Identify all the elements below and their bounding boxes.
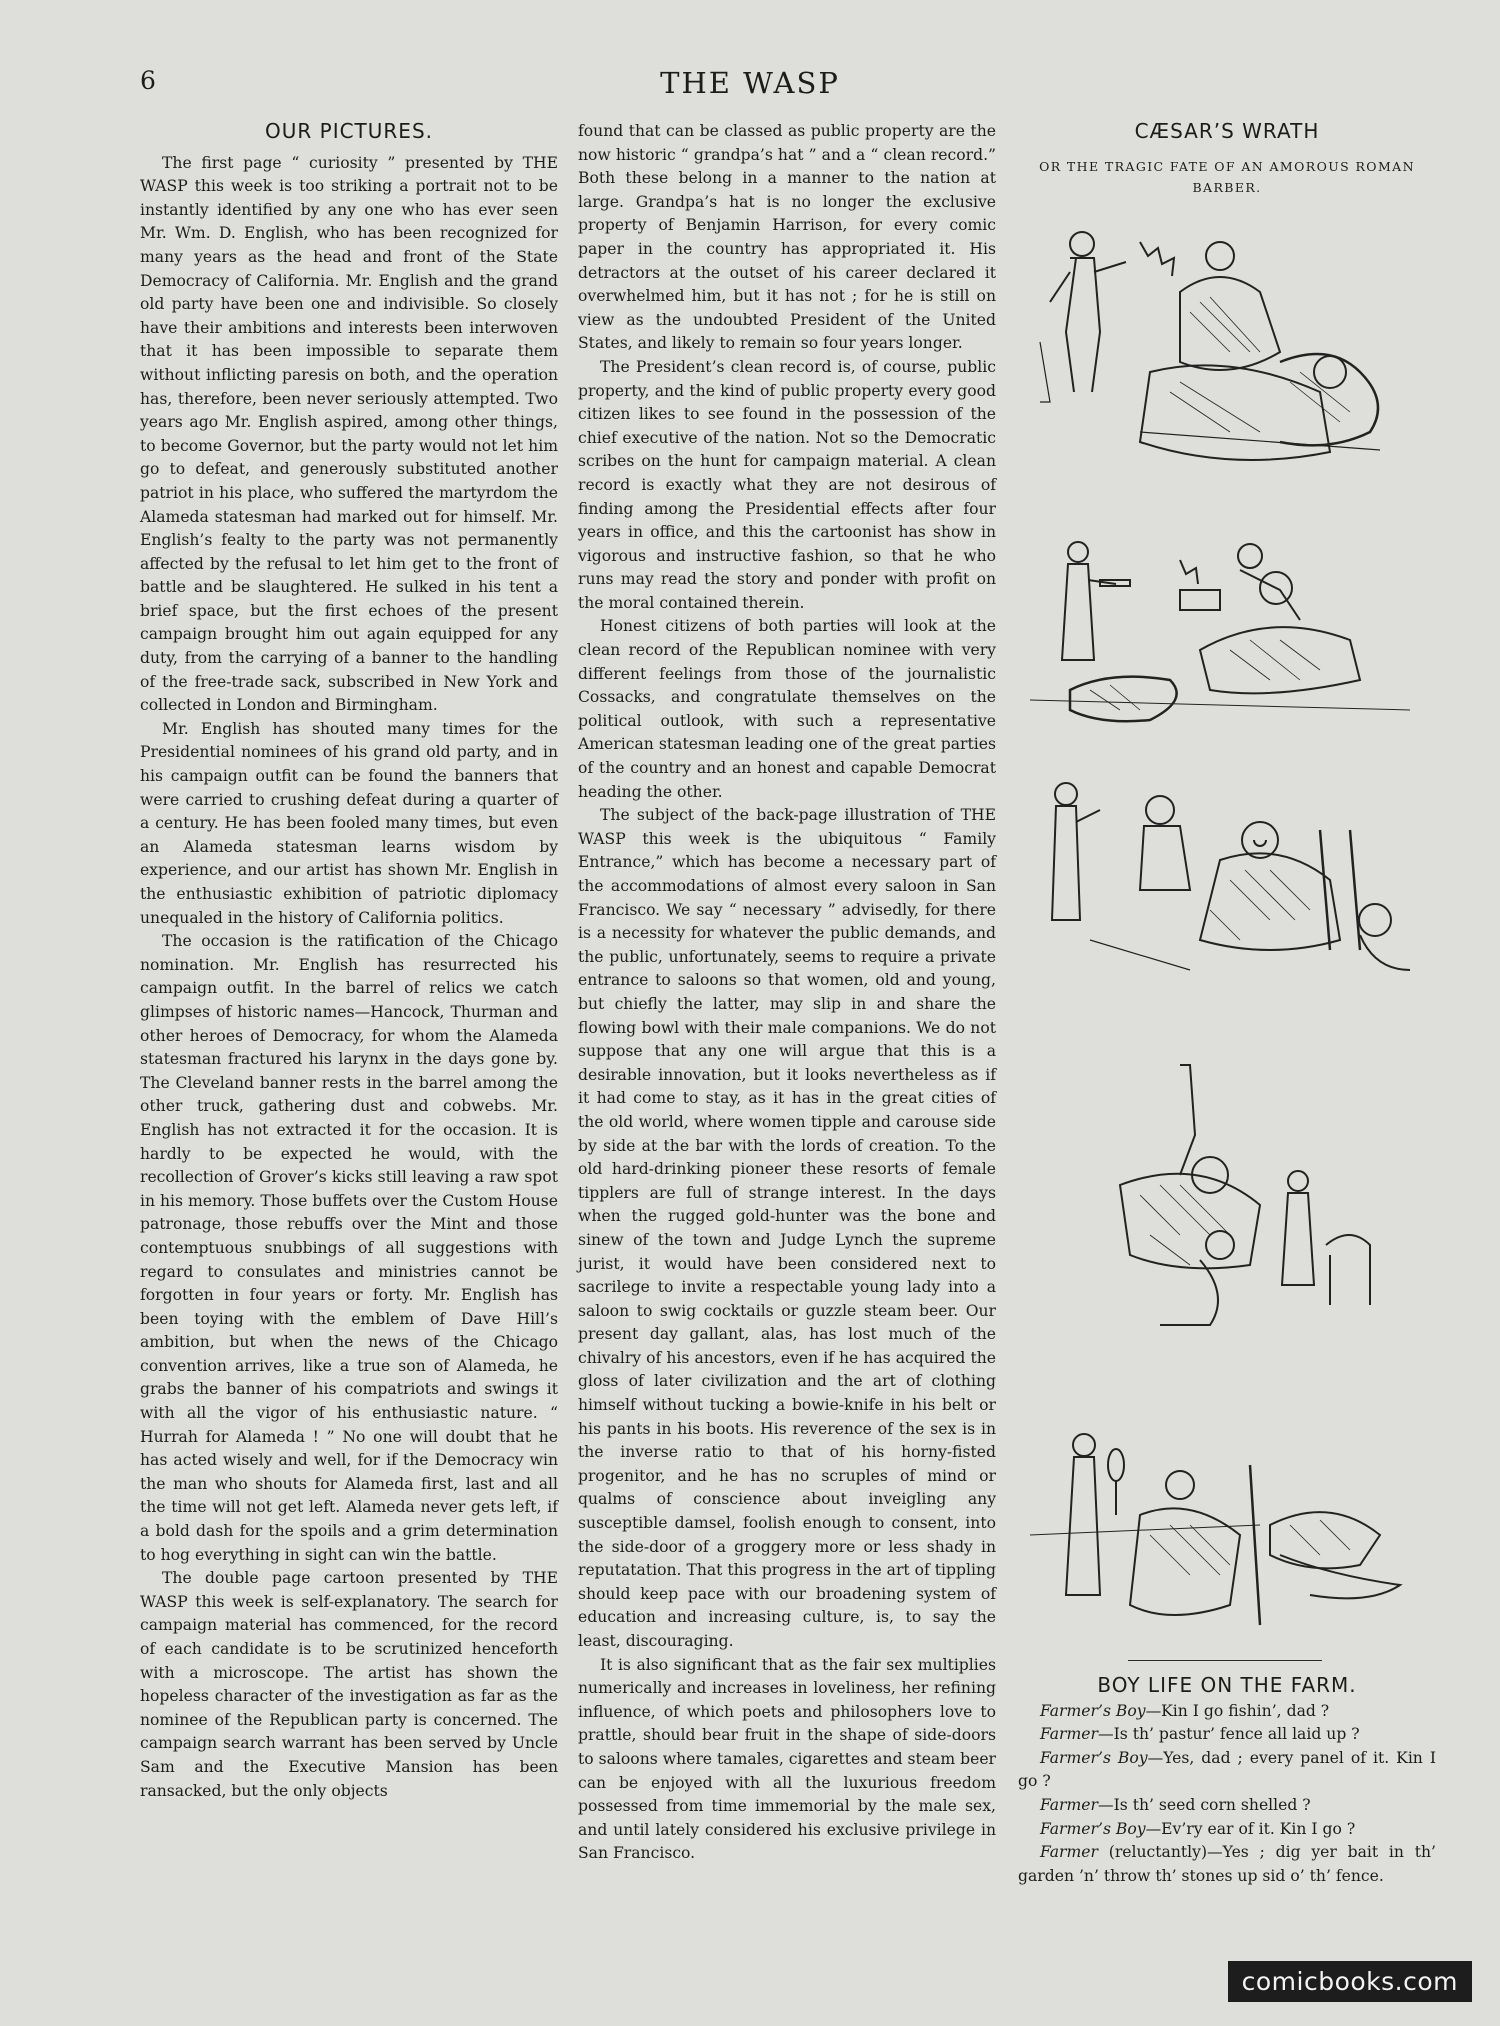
speaker: Farmer’s Boy <box>1040 1748 1148 1767</box>
line-text: —Kin I go fishin’, dad ? <box>1145 1701 1330 1720</box>
cartoon-panel-2 <box>1030 530 1410 730</box>
section-title-boy-life: BOY LIFE ON THE FARM. <box>1097 1673 1357 1697</box>
watermark: comicbooks.com <box>1228 1961 1472 2002</box>
section-divider <box>1128 1660 1322 1661</box>
paragraph: The occasion is the ratification of the Chicago nomination. Mr. English has resurrected his campaign outfit. In the barrel of relics we catch glimpses of historic names—Hancock, Thurman and other heroes of Democracy, for whom the Alameda statesman fractured his larynx in the days gone by. The Cleveland banner rests in the barrel among the other truck, gathering dust and cobwebs. Mr. English has not extracted it for the occasion. It is hardly to be expected he would, with the recollection of Grover’s kicks still leaving a raw spot in his memory. Those buffets over the Custom House patronage, those rebuffs over the Mint and those contemptuous snubbings of all suggestions with regard to consulates and ministries cannot be forgotten in four years or forty. Mr. English has been toying with the emblem of Dave Hill’s ambition, but when the news of the Chicago convention arrives, like a true son of Alameda, he grabs the banner of his compatriots and swings it with all the vigor of his enthusiastic nature. “ Hurrah for Alameda ! ” No one will doubt that he has acted wisely and well, for if the Democracy win the man who shouts for Alameda first, last and all the time will not get left. Alameda never gets left, if a bold dash for the spoils and a grim determination to hog everything in sight can win the battle. <box>140 932 558 1564</box>
paragraph: The subject of the back-page illustration of THE WASP this week is the ubiquitous “ Family Entrance,” which has become a necessary part of the accommodations of almost every saloon in San Francisco. We say “ necessary ” advisedly, for there is a necessity for whatever the public demands, and the public, unfortunately, seems to require a private entrance to saloons so that women, old and young, but chiefly the latter, may slip in and share the flowing bowl with their male companions. We do not suppose that any one will argue that this is a desirable innovation, but it looks nevertheless as if it had come to stay, as it has in the great cities of the old world, where women tipple and carouse side by side at the bar with the lords of creation. To the old hard-drinking pioneer these resorts of female tipplers are full of strange interest. In the days when the rugged gold-hunter was the bone and sinew of the town and Judge Lynch the supreme jurist, it would have been considered next to sacrilege to invite a respectable young lady into a saloon to swig cocktails or guzzle steam beer. Our present day gallant, alas, has lost much of the chivalry of his ancestors, even if he has acquired the gloss of later civilization and the art of clothing himself without tucking a bowie-knife in his belt or his pants in his boots. His reverence of the sex is in the inverse ratio to that of his horny-fisted progenitor, and he has no scruples of mind or qualms of conscience about inveigling any susceptible damsel, foolish enough to consent, into the side-door of a groggery more or less shady in reputatation. That this progress in the art of tippling should keep pace with our broadening system of education and increasing culture, is, to say the least, discouraging. <box>578 806 996 1650</box>
cartoon-panel-1 <box>1030 222 1410 482</box>
page-number: 6 <box>140 66 156 95</box>
speaker: Farmer’s Boy <box>1040 1701 1146 1720</box>
column-continued <box>578 120 996 1866</box>
paragraph: found that can be classed as public property are the now historic “ grandpa’s hat ” and a “ clean record.” Both these belong in a manner to the nation at large. Grandpa’s hat is no longer the exclusive property of Benjamin Harrison, for every comic paper in the country has appropriated it. His detractors at the outset of his career declared it overwhelmed him, but it has not ; for he is still on view as the undoubted President of the United States, and likely to remain so four years longer. <box>578 122 996 353</box>
cartoon-panel-5 <box>1030 1425 1410 1635</box>
dialogue-line <box>1018 1723 1436 1747</box>
paragraph: The double page cartoon presented by THE WASP this week is self-explanatory. The search for campaign material has commenced, for the record of each candidate is to be scrutinized henceforth with a microscope. The artist has shown the hopeless character of the investigation as far as the nominee of the Republican party is concerned. The campaign search warrant has been served by Uncle Sam and the Executive Mansion has been ransacked, but the only objects <box>140 1569 558 1800</box>
cartoon-panel-3 <box>1030 770 1410 1000</box>
masthead: THE WASP <box>660 66 840 100</box>
line-text: (reluctantly)—Yes ; dig yer bait in th’ garden ’n’ throw th’ stones up sid o’ th’ fence. <box>1018 1843 1436 1885</box>
dialogue-line <box>1018 1747 1436 1794</box>
column-our-pictures <box>140 120 558 1803</box>
dialogue-line <box>1018 1818 1436 1842</box>
section-title-our-pictures: OUR PICTURES. <box>265 119 433 143</box>
speaker: Farmer <box>1040 1795 1098 1814</box>
line-text: —Ev’ry ear of it. Kin I go ? <box>1145 1819 1356 1838</box>
section-subtitle: OR THE TRAGIC FATE OF AN AMOROUS ROMAN BARBER. <box>1039 158 1415 195</box>
paragraph: The President’s clean record is, of course, public property, and the kind of public property every good citizen likes to see found in the possession of the chief executive of the nation. Not so the Democratic scribes on the hunt for campaign material. A clean record is exactly what they are not desirous of finding among the Presidential effects after four years in office, and this the cartoonist has show in vigorous and instructive fashion, so that he who runs may read the story and ponder with profit on the moral contained therein. <box>578 357 996 612</box>
speaker: Farmer <box>1040 1725 1098 1744</box>
dialogue-line <box>1018 1794 1436 1818</box>
paragraph: Mr. English has shouted many times for the Presidential nominees of his grand old party, and in his campaign outfit can be found the banners that were carried to crushing defeat during a quarter of a century. He has been fooled many times, but even an Alameda statesman learns wisdom by experience, and our artist has shown Mr. English in the enthusiastic exhibition of patriotic diplomacy unequaled in the history of California politics. <box>140 719 558 927</box>
speaker: Farmer <box>1040 1843 1098 1862</box>
paragraph: The first page “ curiosity ” presented by THE WASP this week is too striking a portrait not to be instantly identified by any one who has ever seen Mr. Wm. D. English, who has been recognized for many years as the head and front of the State Democracy of California. Mr. English and the grand old party have been one and indivisible. So closely have their ambitions and interests been interwoven that it has been impossible to separate them without inflicting paresis on both, and the operation has, therefore, been never seriously attempted. Two years ago Mr. English aspired, among other things, to become Governor, but the party would not let him go to defeat, and generously substituted another patriot in his place, who suffered the martyrdom the Alameda statesman had marked out for himself. Mr. English’s fealty to the party was not permanently affected by the refusal to let him get to the front of battle and be slaughtered. He sulked in his tent a brief space, but the first echoes of the present campaign brought him out again equipped for any duty, from the carrying of a banner to the handling of the free-trade sack, subscribed in New York and collected in London and Birmingham. <box>140 153 558 715</box>
line-text: —Is th’ pastur’ fence all laid up ? <box>1097 1725 1360 1744</box>
speaker: Farmer’s Boy <box>1040 1819 1146 1838</box>
line-text: —Yes, dad ; every panel of it. Kin I go ? <box>1018 1748 1436 1791</box>
dialogue-line <box>1018 1700 1436 1724</box>
paragraph: It is also significant that as the fair sex multiplies numerically and increases in loveliness, her refining influence, of which poets and philosophers love to prattle, should bear fruit in the shape of side-doors to saloons where tamales, cigarettes and steam beer can be enjoyed with all the luxurious freedom possessed from time immemorial by the male sex, and until lately considered his exclusive privilege in San Francisco. <box>578 1655 996 1863</box>
caesars-wrath-header <box>1018 120 1436 198</box>
paragraph: Honest citizens of both parties will look at the clean record of the Republican nominee with very different feelings from those of the journalistic Cossacks, and congratulate themselves on the political outlook, with such a representative American statesman leading one of the great parties of the country and an honest and capable Democrat heading the other. <box>578 617 996 801</box>
section-title-caesars-wrath: CÆSAR’S WRATH <box>1134 119 1320 143</box>
line-text: —Is th’ seed corn shelled ? <box>1097 1795 1311 1814</box>
boy-life-on-the-farm <box>1018 1674 1436 1888</box>
cartoon-panel-4 <box>1030 1055 1410 1345</box>
dialogue-line <box>1018 1841 1436 1888</box>
